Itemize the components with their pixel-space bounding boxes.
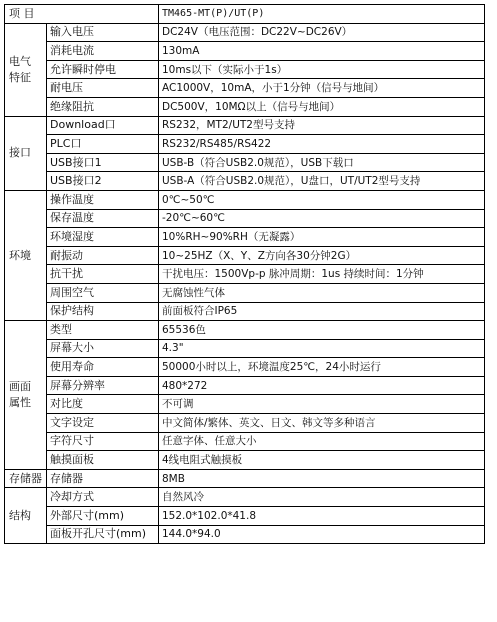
spec-row	[5, 469, 485, 488]
value-cell: 50000小时以上，环境温度25℃，24小时运行	[159, 358, 485, 377]
value-cell: USB-B（符合USB2.0规范），USB下载口	[159, 153, 485, 172]
category-cell: 电气 特征	[5, 23, 47, 116]
value-cell: 4线电阻式触摸板	[159, 451, 485, 470]
item-cell: Download口	[47, 116, 159, 135]
spec-row	[5, 302, 485, 321]
spec-row	[5, 172, 485, 191]
value-cell: 前面板符合IP65	[159, 302, 485, 321]
category-cell: 存储器	[5, 469, 47, 488]
spec-row	[5, 97, 485, 116]
spec-row	[5, 525, 485, 544]
spec-row	[5, 376, 485, 395]
spec-row	[5, 339, 485, 358]
value-cell: 65536色	[159, 321, 485, 340]
spec-row	[5, 414, 485, 433]
item-cell: USB接口1	[47, 153, 159, 172]
value-cell: 中文简体/繁体、英文、日文、韩文等多种语言	[159, 414, 485, 433]
item-cell: 字符尺寸	[47, 432, 159, 451]
value-cell: 480*272	[159, 376, 485, 395]
spec-row	[5, 451, 485, 470]
spec-row	[5, 190, 485, 209]
spec-row	[5, 60, 485, 79]
spec-row	[5, 507, 485, 526]
category-cell: 画面 属性	[5, 321, 47, 470]
spec-row	[5, 395, 485, 414]
item-cell: 存储器	[47, 469, 159, 488]
value-cell: RS232/RS485/RS422	[159, 135, 485, 154]
value-cell: 144.0*94.0	[159, 525, 485, 544]
item-cell: 对比度	[47, 395, 159, 414]
item-cell: PLC口	[47, 135, 159, 154]
value-cell: -20℃~60℃	[159, 209, 485, 228]
item-cell: 抗干扰	[47, 265, 159, 284]
item-cell: 允许瞬时停电	[47, 60, 159, 79]
spec-row	[5, 265, 485, 284]
item-cell: 周围空气	[47, 283, 159, 302]
value-cell: 130mA	[159, 42, 485, 61]
item-cell: 保护结构	[47, 302, 159, 321]
item-cell: 外部尺寸(mm)	[47, 507, 159, 526]
header-model: TM465-MT(P)/UT(P)	[159, 5, 485, 24]
spec-row	[5, 135, 485, 154]
item-cell: 环境湿度	[47, 228, 159, 247]
value-cell: 0℃~50℃	[159, 190, 485, 209]
spec-row	[5, 432, 485, 451]
item-cell: 保存温度	[47, 209, 159, 228]
item-cell: 输入电压	[47, 23, 159, 42]
item-cell: 文字设定	[47, 414, 159, 433]
header-label: 项 目	[5, 5, 159, 24]
item-cell: 屏幕分辨率	[47, 376, 159, 395]
item-cell: 操作温度	[47, 190, 159, 209]
value-cell: AC1000V，10mA，小于1分钟（信号与地间）	[159, 79, 485, 98]
spec-row	[5, 116, 485, 135]
value-cell: 152.0*102.0*41.8	[159, 507, 485, 526]
item-cell: 耐振动	[47, 246, 159, 265]
spec-row	[5, 321, 485, 340]
value-cell: USB-A（符合USB2.0规范），U盘口，UT/UT2型号支持	[159, 172, 485, 191]
value-cell: DC500V，10MΩ以上（信号与地间）	[159, 97, 485, 116]
value-cell: 不可调	[159, 395, 485, 414]
item-cell: 触摸面板	[47, 451, 159, 470]
item-cell: 屏幕大小	[47, 339, 159, 358]
value-cell: 自然风冷	[159, 488, 485, 507]
spec-row	[5, 23, 485, 42]
value-cell: 10%RH~90%RH（无凝露）	[159, 228, 485, 247]
value-cell: 10ms以下（实际小于1s）	[159, 60, 485, 79]
value-cell: 4.3"	[159, 339, 485, 358]
value-cell: 任意字体、任意大小	[159, 432, 485, 451]
spec-row	[5, 153, 485, 172]
spec-row	[5, 79, 485, 98]
item-cell: 耐电压	[47, 79, 159, 98]
category-cell: 接口	[5, 116, 47, 190]
spec-row	[5, 246, 485, 265]
header-row	[5, 5, 485, 24]
value-cell: DC24V（电压范围：DC22V~DC26V）	[159, 23, 485, 42]
item-cell: 类型	[47, 321, 159, 340]
item-cell: 冷却方式	[47, 488, 159, 507]
spec-row	[5, 488, 485, 507]
spec-row	[5, 283, 485, 302]
spec-table-body	[5, 5, 485, 544]
category-cell: 结构	[5, 488, 47, 544]
value-cell: 无腐蚀性气体	[159, 283, 485, 302]
spec-row	[5, 358, 485, 377]
value-cell: 10~25HZ（X、Y、Z方向各30分钟2G）	[159, 246, 485, 265]
spec-table	[4, 4, 485, 544]
item-cell: 消耗电流	[47, 42, 159, 61]
value-cell: RS232，MT2/UT2型号支持	[159, 116, 485, 135]
spec-row	[5, 209, 485, 228]
value-cell: 8MB	[159, 469, 485, 488]
spec-row	[5, 228, 485, 247]
item-cell: 使用寿命	[47, 358, 159, 377]
value-cell: 干扰电压：1500Vp-p 脉冲周期：1us 持续时间：1分钟	[159, 265, 485, 284]
item-cell: 绝缘阻抗	[47, 97, 159, 116]
spec-row	[5, 42, 485, 61]
category-cell: 环境	[5, 190, 47, 320]
item-cell: USB接口2	[47, 172, 159, 191]
item-cell: 面板开孔尺寸(mm)	[47, 525, 159, 544]
